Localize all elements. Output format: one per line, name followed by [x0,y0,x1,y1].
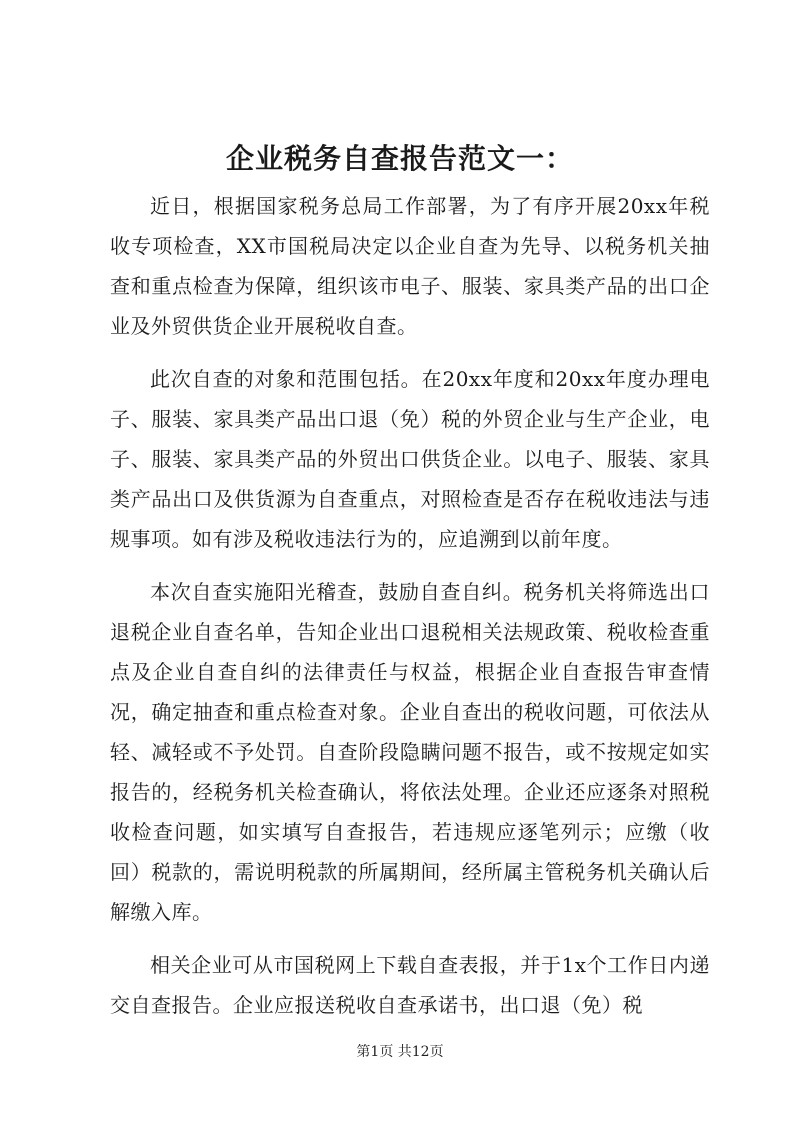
document-body [110,186,710,1025]
paragraph-2: 此次自查的对象和范围包括。在20xx年度和20xx年度办理电子、服装、家具类产品出口退（免）税的外贸企业与生产企业，电子、服装、家具类产品的外贸出口供货企业。以电子、服装、家具类产品出口及供货源为自查重点，对照检查是否存在税收违法与违规事项。如有涉及税收违法行为的，应追溯到以前年度。 [110,367,710,551]
page-number-footer: 第1页 共12页 [356,1044,444,1060]
document-title: 企业税务自查报告范文一： [225,142,574,175]
paragraph-1: 近日，根据国家税务总局工作部署，为了有序开展20xx年税收专项检查，XX市国税局决定以企业自查为先导、以税务机关抽查和重点检查为保障，组织该市电子、服装、家具类产品的出口企业及外贸供货企业开展税收自查。 [110,194,710,338]
paragraph-4: 相关企业可从市国税网上下载自查表报，并于1x个工作日内递交自查报告。企业应报送税收自查承诺书，出口退（免）税 [110,953,710,1017]
paragraph-3: 本次自查实施阳光稽查，鼓励自查自纠。税务机关将筛选出口退税企业自查名单，告知企业出口退税相关法规政策、税收检查重点及企业自查自纠的法律责任与权益，根据企业自查报告审查情况，确定抽查和重点检查对象。企业自查出的税收问题，可依法从轻、减轻或不予处罚。自查阶段隐瞒问题不报告，或不按规定如实报告的，经税务机关检查确认，将依法处理。企业还应逐条对照税收检查问题，如实填写自查报告，若违规应逐笔列示；应缴（收回）税款的，需说明税款的所属期间，经所属主管税务机关确认后解缴入库。 [110,580,710,924]
